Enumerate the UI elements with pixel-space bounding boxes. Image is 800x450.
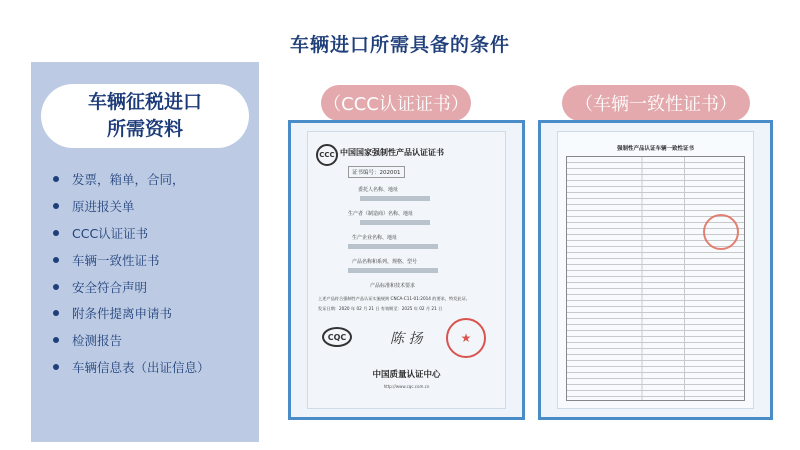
signature: 陈 扬 — [390, 331, 423, 347]
ccc-line-applicant: 委托人名称、地址 — [358, 187, 399, 193]
ccc-certificate-header: 中国国家强制性产品认证证书 — [340, 148, 444, 157]
ccc-line-product: 产品名称和系列、规格、型号 — [352, 259, 418, 265]
requirements-list — [53, 166, 210, 380]
list-item: 检测报告 — [53, 327, 210, 354]
consistency-certificate-frame — [538, 120, 773, 420]
cqc-logo-icon: CQC — [322, 327, 352, 347]
ccc-certificate-image — [307, 131, 506, 409]
ccc-logo-icon: CCC — [316, 144, 338, 166]
list-item: 车辆一致性证书 — [53, 246, 210, 273]
bullet-icon — [53, 257, 59, 263]
bullet-icon — [53, 176, 59, 182]
requirements-panel — [31, 62, 259, 442]
requirements-heading-line1: 车辆征税进口 — [87, 91, 202, 113]
ccc-line-dates: 发证日期：2020 年 02 月 21 日 有效期至：2025 年 02 月 21 日 — [318, 306, 443, 311]
page-title: 车辆进口所需具备的条件 — [289, 34, 510, 56]
ccc-issuer: 中国质量认证中心 — [372, 370, 441, 380]
bullet-icon — [53, 284, 59, 290]
list-item: CCC认证证书 — [53, 220, 210, 247]
list-item: 原进报关单 — [53, 193, 210, 220]
ccc-line-standard: 产品标准和技术要求 — [370, 283, 416, 289]
list-item: 发票，箱单，合同， — [53, 166, 210, 193]
list-item: 安全符合声明 — [53, 273, 210, 300]
redacted-block — [360, 220, 430, 225]
consistency-certificate-title: 强制性产品认证车辆一致性证书 — [616, 146, 694, 152]
ccc-line-factory: 生产企业名称、地址 — [352, 235, 398, 241]
ccc-line-conformity: 上述产品符合强制性产品认证实施规则 CNCA-C11-01:2014 的要求，特发此证。 — [318, 296, 470, 301]
bullet-icon — [53, 230, 59, 236]
consistency-certificate-tag: （车辆一致性证书） — [562, 85, 750, 121]
consistency-certificate-image — [557, 131, 754, 409]
bullet-icon — [53, 364, 59, 370]
bullet-icon — [53, 337, 59, 343]
redacted-block — [348, 268, 438, 273]
requirements-heading — [41, 84, 249, 148]
ccc-certificate-frame — [288, 120, 525, 420]
redacted-block — [348, 244, 438, 249]
ccc-certificate-tag: （CCC认证证书） — [321, 85, 471, 121]
consistency-data-table — [566, 156, 745, 401]
list-item: 车辆信息表（出证信息） — [53, 354, 210, 381]
official-seal-icon: ★ — [446, 318, 486, 358]
ccc-certificate-number: 证书编号：202001 — [348, 166, 405, 178]
redacted-block — [360, 196, 430, 201]
official-seal-icon — [703, 214, 739, 250]
ccc-url: http://www.cqc.com.cn — [383, 384, 430, 389]
bullet-icon — [53, 203, 59, 209]
requirements-heading-line2: 所需资料 — [106, 118, 183, 140]
ccc-line-manufacturer: 生产者（制造商）名称、地址 — [348, 211, 414, 217]
bullet-icon — [53, 310, 59, 316]
list-item: 附条件提离申请书 — [53, 300, 210, 327]
